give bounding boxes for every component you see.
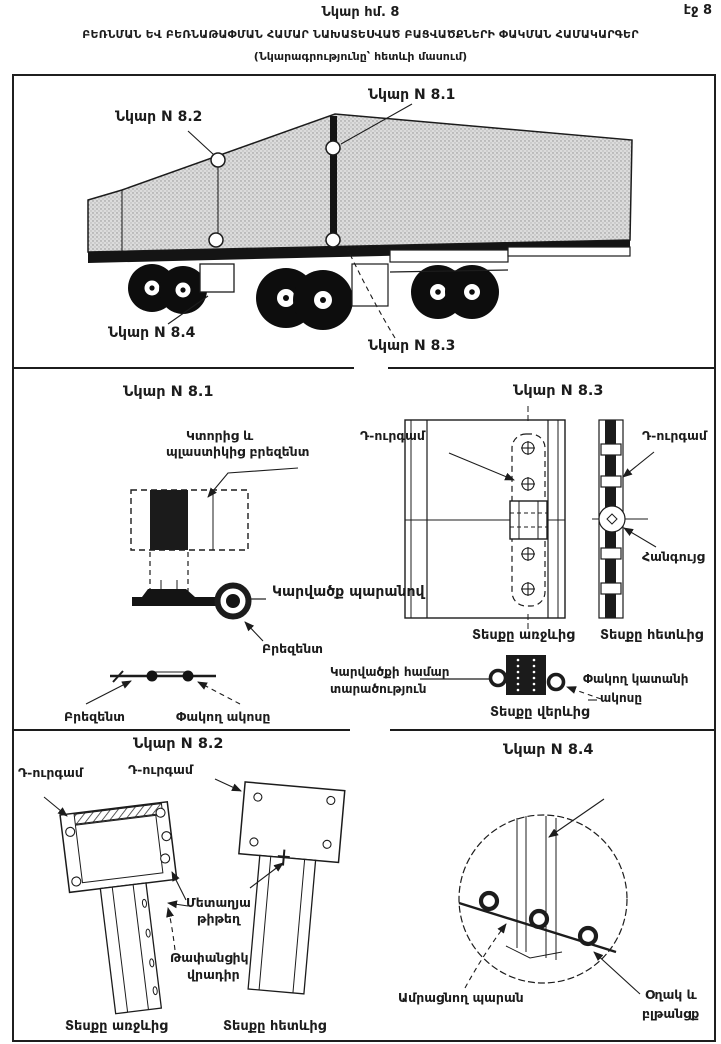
fig84-label-ring-eyelet-line2: բլթանցք bbox=[642, 1006, 700, 1021]
fig81-label-seam-rope: Կարվածք պարանով bbox=[272, 584, 425, 600]
fig82-label-hinge-1: Դ-ուրգամ bbox=[18, 765, 83, 780]
fig82-front-view-drawing bbox=[60, 802, 192, 1018]
fig83-label-hinge-left: Դ-ուրգամ bbox=[360, 428, 425, 443]
document-title: ԲԵՌՆՄԱՆ ԵՎ ԲԵՌՆԱԹԱՓՄԱՆ ՀԱՄԱՐ ՆԱԽԱՏԵՍՎԱԾ ԲԱՑՎԱԾՔՆԵՐԻ ՓԱԿՄԱՆ ՀԱՄԱԿԱՐԳԵՐ bbox=[82, 28, 639, 41]
callout-fig-8-3: Նկար N 8.3 bbox=[368, 338, 456, 354]
fig83-label-hinge-right: Դ-ուրգամ bbox=[642, 428, 707, 443]
fig82-caption-front-view: Տեսքը առջևից bbox=[65, 1019, 168, 1034]
fig81-title: Նկար N 8.1 bbox=[123, 384, 214, 400]
fig82-title: Նկար N 8.2 bbox=[133, 736, 224, 752]
fig82-caption-back-view: Տեսքը հետևից bbox=[223, 1019, 327, 1034]
fig81-label-tarpaulin-2: Բրեզենտ bbox=[64, 709, 125, 724]
callout-fig-8-2: Նկար N 8.2 bbox=[115, 109, 203, 125]
fig84-label-fastening-rope: Ամրացնող պարան bbox=[398, 990, 524, 1005]
fig82-label-metal-sheet-line1: Մետաղյա bbox=[186, 895, 251, 910]
fig81-label-tarpaulin: Բրեզենտ bbox=[262, 641, 323, 656]
fig84-title: Նկար N 8.4 bbox=[503, 742, 594, 758]
fig83-caption-top-view: Տեսքը վերևից bbox=[490, 705, 590, 720]
fig83-back-view-drawing bbox=[592, 420, 656, 618]
fig81-label-material-line2: պլաստիկից բրեզենտ bbox=[166, 444, 310, 459]
fig84-label-ring-eyelet-line1: Օղակ և bbox=[645, 987, 697, 1002]
fig83-front-view-drawing bbox=[405, 406, 565, 632]
fig83-label-locking-groove-line2: ակոսը bbox=[600, 691, 643, 705]
fig82-label-transparent-overlay-line2: վրադիր bbox=[187, 967, 240, 982]
truck-tarpaulin bbox=[88, 114, 632, 252]
figure-number-heading: Նկար հմ. 8 bbox=[321, 5, 400, 20]
fig83-label-locking-groove-line1: Փակող կատանի bbox=[583, 672, 689, 686]
fig81-label-material-line1: Կտորից և bbox=[186, 428, 254, 443]
fig81-label-closing-groove: Փակող ակոսը bbox=[176, 709, 271, 724]
fig83-label-seam-space-line2: տարածություն bbox=[330, 682, 427, 696]
document-subtitle: (Նկարագրությունը՝ հետևի մասում) bbox=[253, 50, 468, 63]
fig83-caption-front-view: Տեսքը առջևից bbox=[472, 628, 575, 643]
fig83-label-seam-space-line1: Կարվածքի համար bbox=[330, 665, 450, 679]
fig81-rope-groove-drawing bbox=[132, 586, 266, 642]
truck-wheels bbox=[128, 264, 499, 330]
callout-fig-8-1: Նկար N 8.1 bbox=[368, 87, 456, 103]
fig83-caption-back-view: Տեսքը հետևից bbox=[600, 628, 704, 643]
fig82-label-hinge-2: Դ-ուրգամ bbox=[128, 762, 193, 777]
fig82-label-transparent-overlay-line1: Թափանցիկ bbox=[170, 950, 249, 965]
fig81-groove-profile-drawing bbox=[86, 671, 240, 705]
bottom-section-drawing bbox=[12, 729, 714, 1040]
page-number: էջ 8 bbox=[683, 3, 712, 18]
fig83-title: Նկար N 8.3 bbox=[513, 383, 604, 399]
callout-fig-8-4: Նկար N 8.4 bbox=[108, 325, 196, 341]
fig82-label-metal-sheet-line2: թիթեղ bbox=[197, 911, 240, 926]
fig84-detail-drawing bbox=[459, 799, 640, 994]
fig81-tarp-section-drawing bbox=[131, 468, 298, 596]
fig83-label-joint: Հանգույց bbox=[642, 549, 705, 564]
